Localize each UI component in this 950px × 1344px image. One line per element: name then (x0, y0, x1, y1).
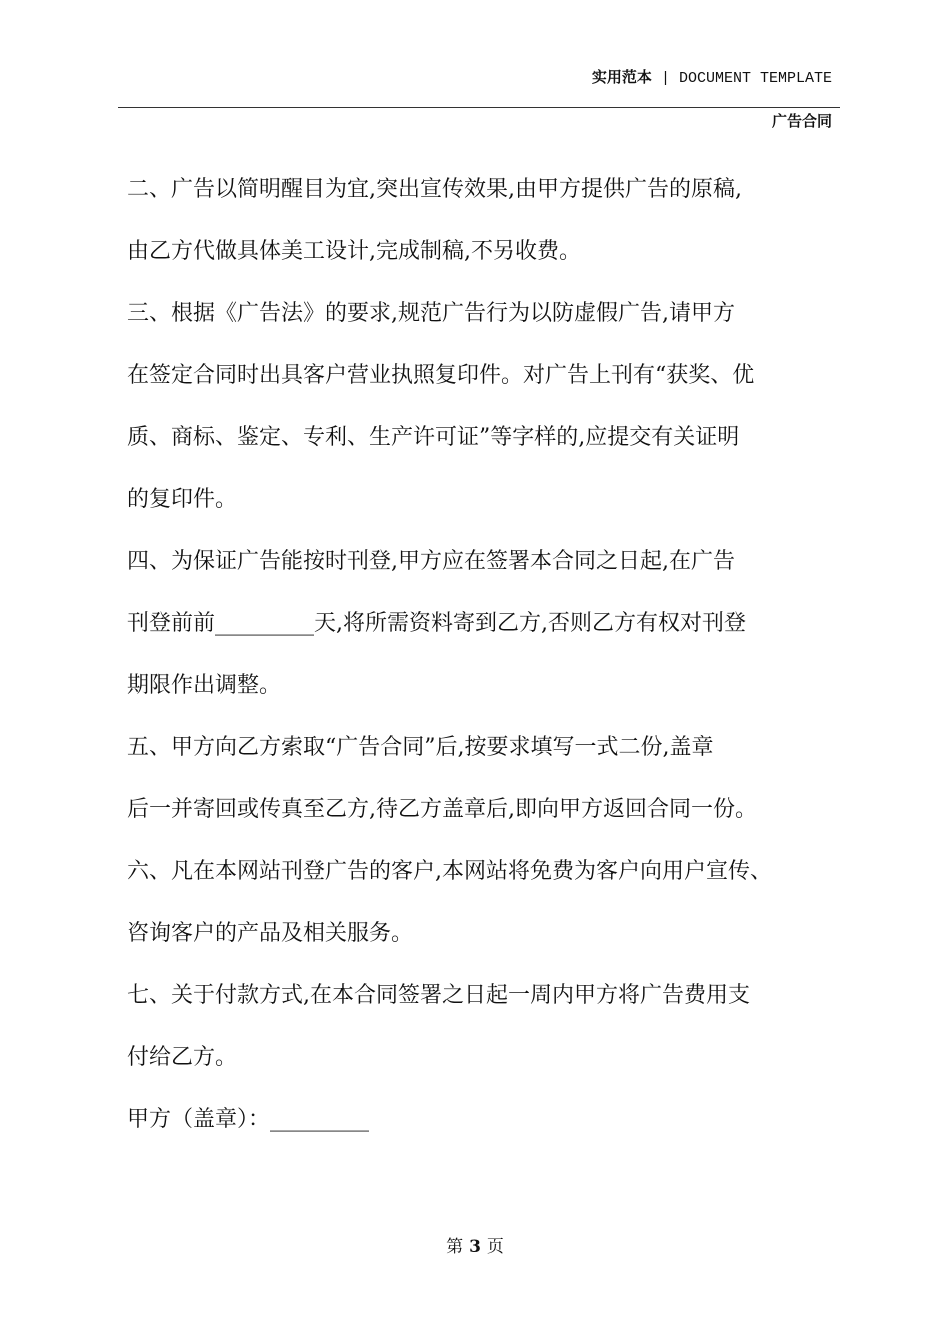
body-line: 在签定合同时出具客户营业执照复印件。对广告上刊有“获奖、优 (127, 363, 755, 388)
page-footer (0, 1232, 950, 1257)
page-number: 3 (469, 1237, 481, 1257)
body-line: 五、甲方向乙方索取“广告合同”后,按要求填写一式二份,盖章 (127, 735, 714, 760)
body-line: 由乙方代做具体美工设计,完成制稿,不另收费。 (127, 239, 581, 264)
header-separator: | (660, 70, 670, 87)
body-line: 质、商标、鉴定、专利、生产许可证”等字样的,应提交有关证明 (127, 425, 740, 450)
body-line: 六、凡在本网站刊登广告的客户,本网站将免费为客户向用户宣传、 (127, 859, 772, 884)
body-line: 刊登前前_________天,将所需资料寄到乙方,否则乙方有权对刊登 (127, 611, 746, 636)
header-brand-cn: 实用范本 (591, 68, 652, 86)
body-line: 三、根据《广告法》的要求,规范广告行为以防虚假广告,请甲方 (127, 301, 735, 326)
body-line: 期限作出调整。 (127, 673, 282, 698)
body-line: 的复印件。 (127, 487, 238, 512)
body-line: 后一并寄回或传真至乙方,待乙方盖章后,即向甲方返回合同一份。 (127, 797, 757, 822)
header-brand-en: DOCUMENT TEMPLATE (678, 70, 832, 87)
header-brand (592, 66, 832, 87)
body-line: 七、关于付款方式,在本合同签署之日起一周内甲方将广告费用支 (127, 983, 750, 1008)
page-prefix: 第 (446, 1237, 464, 1257)
body-line: 四、为保证广告能按时刊登,甲方应在签署本合同之日起,在广告 (127, 549, 735, 574)
body-line: 咨询客户的产品及相关服务。 (127, 921, 414, 946)
body-line: 甲方（盖章）：_________ (127, 1107, 370, 1132)
header-subtitle: 广告合同 (771, 112, 832, 130)
body-line: 二、广告以简明醒目为宜,突出宣传效果,由甲方提供广告的原稿, (127, 177, 742, 202)
page-suffix: 页 (486, 1237, 504, 1257)
header-divider (118, 107, 840, 108)
body-line: 付给乙方。 (127, 1045, 238, 1070)
